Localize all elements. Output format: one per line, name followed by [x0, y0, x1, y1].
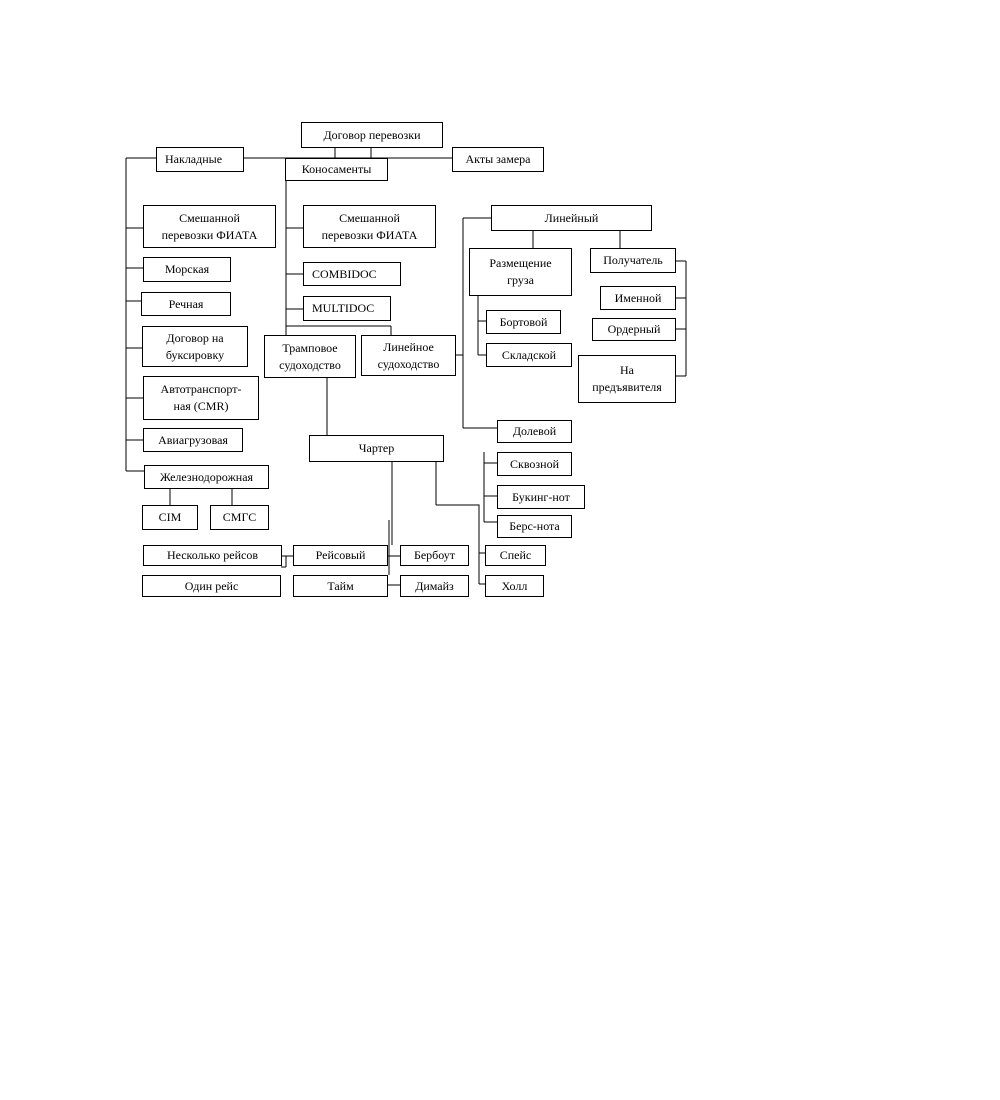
contract-of-carriage-label: Договор перевозки — [323, 127, 421, 142]
space-charter-box — [485, 545, 546, 566]
rail-smgs-box — [210, 505, 269, 530]
time-charter-box — [293, 575, 388, 597]
waybill-towage-box — [142, 326, 248, 367]
liner-box — [491, 205, 652, 231]
berth-note-label: Берс-нота — [509, 519, 560, 533]
tramp-shipping-label: Трамповое судоходство — [279, 340, 341, 372]
waybill-sea-box — [143, 257, 231, 282]
rail-cim-box — [142, 505, 198, 530]
liner-shipping-box — [361, 335, 456, 376]
bol-mixed-fiata-label: Смешанной перевозки ФИАТА — [321, 210, 418, 242]
demise-charter-label: Димайз — [415, 578, 454, 593]
through-box — [497, 452, 572, 476]
rail-smgs-label: СМГС — [222, 510, 257, 524]
waybill-mixed-fiata-label: Смешанной перевозки ФИАТА — [161, 210, 258, 242]
warehouse-label: Складской — [501, 347, 557, 362]
waybill-air-box — [143, 428, 243, 452]
share-label: Долевой — [512, 424, 557, 438]
waybill-road-cmr-box — [143, 376, 259, 420]
onboard-label: Бортовой — [499, 314, 548, 329]
measurement-acts-label: Акты замера — [465, 152, 531, 166]
warehouse-box — [486, 343, 572, 367]
recipient-box — [590, 248, 676, 273]
bills-of-lading-label: Коносаменты — [301, 162, 372, 176]
bareboat-charter-label: Бербоут — [413, 548, 456, 562]
berth-note-box — [497, 515, 572, 538]
through-label: Сквозной — [509, 456, 559, 471]
waybill-towage-label: Договор на буксировку — [165, 330, 225, 362]
waybill-air-label: Авиагрузовая — [158, 432, 228, 447]
booking-note-label: Букинг-нот — [512, 489, 570, 504]
order-label: Ордерный — [607, 322, 661, 336]
waybill-mixed-fiata-box — [143, 205, 276, 248]
waybill-river-label: Речная — [168, 296, 204, 311]
waybill-rail-box — [144, 465, 269, 489]
bol-combidoc-box — [303, 262, 401, 286]
whole-charter-box — [485, 575, 544, 597]
demise-charter-box — [400, 575, 469, 597]
waybill-river-box — [141, 292, 231, 316]
waybill-road-cmr-label: Автотранспорт- ная (CMR) — [160, 382, 242, 413]
rail-cim-label: CIM — [158, 510, 182, 524]
waybill-rail-label: Железнодорожная — [159, 469, 254, 484]
several-voyages-label: Несколько рейсов — [166, 548, 259, 562]
onboard-box — [486, 310, 561, 334]
charter-label: Чартер — [358, 441, 395, 455]
one-voyage-box — [142, 575, 281, 597]
cargo-placement-box — [469, 248, 572, 296]
bol-combidoc-label: COMBIDOC — [312, 266, 377, 281]
named-label: Именной — [614, 290, 662, 305]
voyage-charter-box — [293, 545, 388, 566]
charter-box — [309, 435, 444, 462]
share-box — [497, 420, 572, 443]
named-box — [600, 286, 676, 310]
bol-multidoc-box — [303, 296, 391, 321]
recipient-label: Получатель — [603, 253, 663, 267]
bearer-box — [578, 355, 676, 403]
voyage-charter-label: Рейсовый — [315, 548, 366, 562]
liner-shipping-label: Линейное судоходство — [377, 339, 440, 371]
liner-label: Линейный — [544, 210, 599, 225]
measurement-acts-box — [452, 147, 544, 172]
bearer-label: На предъявителя — [592, 363, 662, 394]
space-charter-label: Спейс — [499, 548, 532, 562]
bareboat-charter-box — [400, 545, 469, 566]
bol-mixed-fiata-box — [303, 205, 436, 248]
bol-multidoc-label: MULTIDOC — [312, 301, 375, 315]
cargo-placement-label: Размещение груза — [489, 256, 552, 287]
tramp-shipping-box — [264, 335, 356, 378]
whole-charter-label: Холл — [501, 578, 528, 593]
contract-of-carriage-box — [301, 122, 443, 148]
one-voyage-label: Один рейс — [184, 578, 239, 593]
bills-of-lading-box — [285, 158, 388, 181]
booking-note-box — [497, 485, 585, 509]
waybills-box — [156, 147, 244, 172]
waybills-label: Накладные — [165, 152, 223, 166]
several-voyages-box — [143, 545, 282, 566]
order-box — [592, 318, 676, 341]
waybill-sea-label: Морская — [164, 262, 210, 276]
time-charter-label: Тайм — [327, 578, 354, 593]
